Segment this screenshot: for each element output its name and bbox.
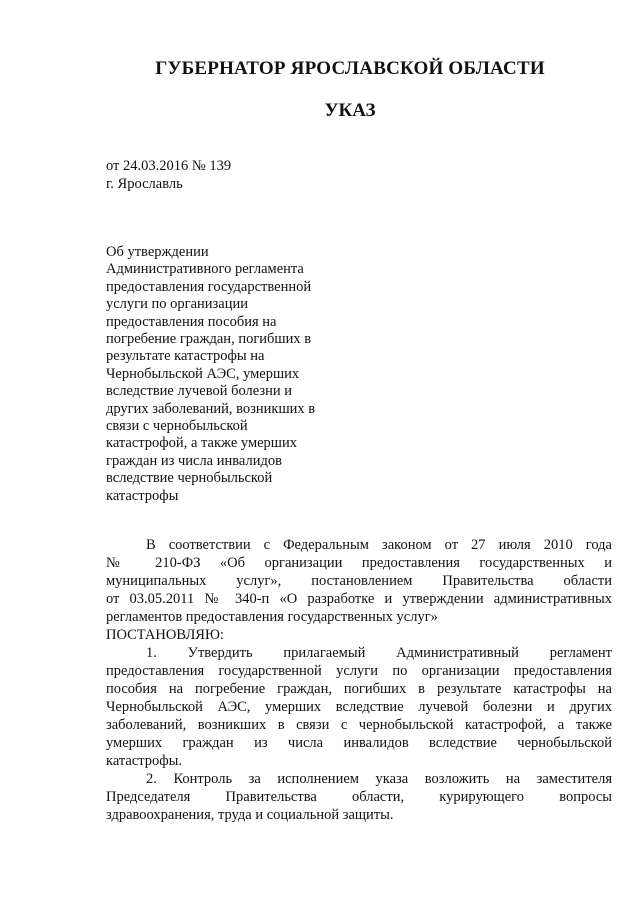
subject-line: других заболеваний, возникших в [106,400,316,417]
item1-line: пособия на погребение граждан, погибших в результате катастрофы на [106,681,612,697]
subject-line: предоставления государственной [106,278,312,295]
item1-line: умерших граждан из числа инвалидов вследствие чернобыльской [106,735,612,751]
subject-line: катастрофы [106,487,179,504]
city: г. Ярославль [106,176,183,192]
subject-line: Чернобыльской АЭС, умерших [106,365,300,382]
item1-line: 1. Утвердить прилагаемый Административный регламент [146,645,612,661]
preamble-line: В соответствии с Федеральным законом от 27 июля 2010 года [146,537,612,553]
subject-line: связи с чернобыльской [106,418,248,435]
subject-line: катастрофой, а также умерших [106,435,297,452]
subject-line: граждан из числа инвалидов [106,452,282,469]
item2-line: 2. Контроль за исполнением указа возложить на заместителя [146,771,612,787]
subject-block [106,244,346,505]
item1-line: катастрофы. [106,753,183,769]
item1-line: предоставления государственной услуги по организации предоставления [106,663,612,679]
decree-word: ПОСТАНОВЛЯЮ: [106,627,224,643]
subject-line: Административного регламента [106,261,304,278]
item2-line: Председателя Правительства области, курирующего вопросы [106,789,612,805]
item2-line: здравоохранения, труда и социальной защиты. [106,807,394,823]
subject-line: Об утверждении [106,244,209,260]
document-type-heading: УКАЗ [324,100,376,121]
preamble-line: № 210-ФЗ «Об организации предоставления государственных и [106,555,612,571]
subject-line: погребение граждан, погибших в [106,331,312,348]
subject-line: вследствие лучевой болезни и [106,383,293,400]
preamble-line: от 03.05.2011 № 340-п «О разработке и утверждении административных [106,591,612,607]
date-number: от 24.03.2016 № 139 [106,158,232,174]
subject-line: услуги по организации [106,296,248,313]
subject-line: вследствие чернобыльской [106,470,273,487]
preamble-line: регламентов предоставления государственных услуг» [106,609,438,625]
item1-line: заболеваний, возникших в связи с чернобыльской катастрофой, а также [106,717,612,733]
preamble-line: муниципальных услуг», постановлением Правительства области [106,573,612,589]
item1-line: Чернобыльской АЭС, умерших вследствие лучевой болезни и других [106,699,612,715]
subject-line: предоставления пособия на [106,313,277,330]
document-body [106,536,612,824]
subject-line: результате катастрофы на [106,348,265,365]
organization-heading: ГУБЕРНАТОР ЯРОСЛАВСКОЙ ОБЛАСТИ [155,58,545,79]
